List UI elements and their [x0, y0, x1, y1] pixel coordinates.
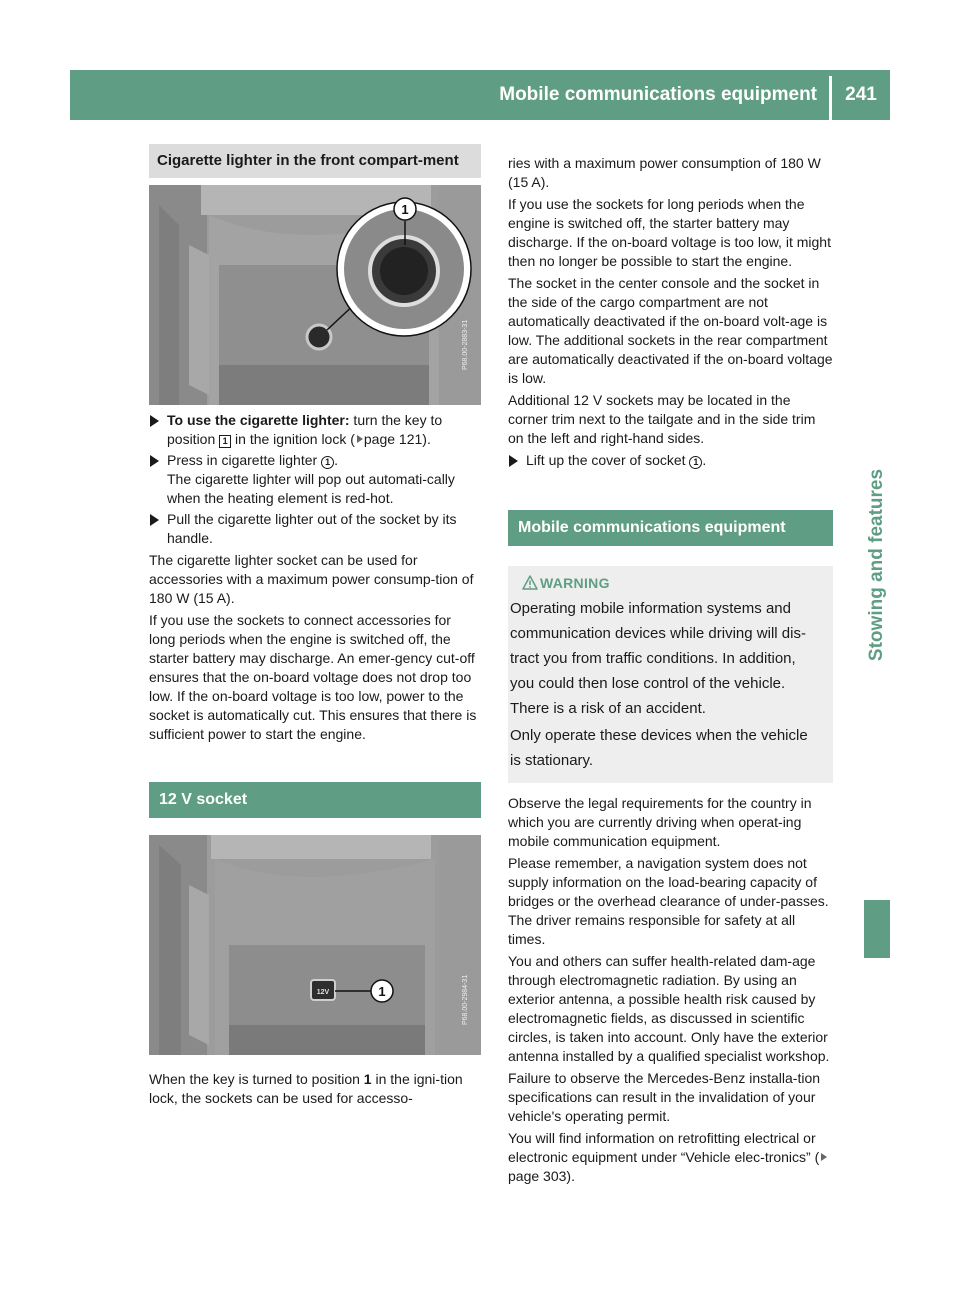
section-title-12v-socket: 12 V socket: [149, 782, 481, 818]
para-text: When the key is turned to position: [149, 1071, 364, 1087]
callout-1-icon: 1: [689, 456, 702, 469]
step-arrow-icon: [150, 455, 159, 467]
step-text: The cigarette lighter will pop out automati-cally when the heating element is red-hot.: [167, 471, 455, 506]
step-bold-label: To use the cigarette lighter:: [167, 412, 350, 428]
paragraph: Failure to observe the Mercedes-Benz installa-tion specifications can result in the invalidation of your vehicle's operating permit.: [508, 1070, 821, 1124]
paragraph: ries with a maximum power consumption of 180 W (15 A).: [508, 155, 821, 190]
paragraph: [508, 1129, 833, 1186]
paragraph: Please remember, a navigation system does not supply information on the load-bearing capacity of bridges or the overhead clearance of under-passes. The driver remains responsible for safety at all times.: [508, 855, 829, 947]
step-text: in the ignition lock (: [231, 431, 355, 447]
step-arrow-icon: [150, 514, 159, 526]
step-text: Press in cigarette lighter: [167, 452, 322, 468]
cigarette-lighter-illustration: [149, 185, 481, 405]
warning-box: [508, 566, 833, 783]
paragraph: If you use the sockets for long periods when the engine is switched off, the starter battery may discharge. If the on-board voltage is too low, it might then no longer be possible to start the engine.: [508, 196, 831, 269]
para-text: You will find information on retrofitting electrical or electronic equipment under “Vehicle elec-tronics” (: [508, 1130, 820, 1165]
section-title-cigarette-lighter: Cigarette lighter in the front compart-ment: [149, 144, 481, 178]
step-text: Lift up the cover of socket: [526, 452, 690, 468]
step-use-lighter: [149, 411, 481, 449]
step-text: .: [334, 452, 338, 468]
warning-title: WARNING: [540, 575, 610, 591]
socket-label: 12V: [316, 989, 330, 996]
paragraph: The cigarette lighter socket can be used for accessories with a maximum power consump-tion of 180 W (15 A).: [149, 552, 474, 606]
step-text: .: [702, 452, 707, 468]
paragraph: Observe the legal requirements for the country in which you are currently driving when operat-ing mobile communication equipment.: [508, 795, 812, 849]
callout-1-icon: 1: [321, 456, 334, 469]
paragraph: The socket in the center console and the socket in the side of the cargo compartment are not automatically deactivated if the on-board volt-age is low. The additional sockets in the rear compartment are automatically deactivated if the on-board voltage is low.: [508, 275, 833, 386]
header-title: Mobile communications equipment: [499, 84, 817, 105]
paragraph: You and others can suffer health-related dam-age through electromagnetic radiation. By using an exterior antenna, a possible health risk caused by electromagnetic fields, as discussed in scientific circles, is taken into account. Only have the exterior antenna installed by a qualified specialist workshop.: [508, 953, 830, 1064]
side-tab: [864, 400, 890, 730]
step-pull-lighter: [149, 510, 481, 548]
figure2-code: P68.00-2984-31: [462, 974, 469, 1025]
page-number: 241: [845, 84, 877, 105]
page-ref-arrow-icon: [821, 1153, 827, 1161]
page-ref-link[interactable]: page 121: [363, 431, 423, 447]
para-text: in the igni-tion lock, the sockets can be used for accesso-: [149, 1071, 463, 1106]
side-tab-marker: [864, 900, 890, 958]
page-ref-arrow-icon: [357, 435, 363, 443]
para-text: ).: [566, 1168, 575, 1184]
step-press-lighter: [149, 451, 481, 508]
warning-header: [508, 572, 822, 596]
paragraph: Additional 12 V sockets may be located in the corner trim next to the tailgate and in the side trim on the left and right-hand sides.: [508, 392, 816, 446]
step-text: turn the key to position: [167, 412, 443, 447]
figure-12v-socket: [149, 835, 481, 1055]
left-column: [149, 144, 481, 1108]
page-ref-link[interactable]: page 303: [508, 1168, 567, 1184]
socket-illustration: [149, 835, 481, 1055]
side-tab-label: Stowing and features: [866, 468, 887, 662]
figure1-callout: 1: [401, 202, 409, 217]
key-position-icon: 1: [219, 435, 231, 448]
right-column: [508, 144, 833, 1186]
step-arrow-icon: [509, 455, 518, 467]
section-title-mobile-communications: Mobile communications equipment: [508, 510, 833, 546]
warning-triangle-icon: [522, 575, 538, 590]
figure-cigarette-lighter: [149, 185, 481, 405]
key-position-bold: 1: [363, 1071, 372, 1087]
paragraph: If you use the sockets to connect accessories for long periods when the engine is switched off, the starter battery may discharge. An emer-gency cut-off ensures that the on-board voltage does not drop too low. If the on-board voltage is too low, power to the socket is automatically cut. This ensures that there is sufficient power to start the engine.: [149, 612, 477, 742]
figure2-callout: 1: [378, 984, 386, 999]
header-bar: [70, 70, 890, 120]
paragraph: [149, 1070, 481, 1108]
figure1-code: P68.00-2883-31: [462, 319, 469, 370]
warning-text: Only operate these devices when the vehicle is stationary.: [510, 727, 808, 769]
step-text: Pull the cigarette lighter out of the socket by its handle.: [167, 511, 457, 546]
warning-text: Operating mobile information systems and communication devices while driving will dis-tract you from traffic conditions. In addition, you could then lose control of the vehicle. There is a risk of an accident.: [510, 600, 806, 717]
step-arrow-icon: [150, 415, 159, 427]
step-lift-cover: [508, 451, 833, 470]
step-text: ).: [422, 431, 431, 447]
